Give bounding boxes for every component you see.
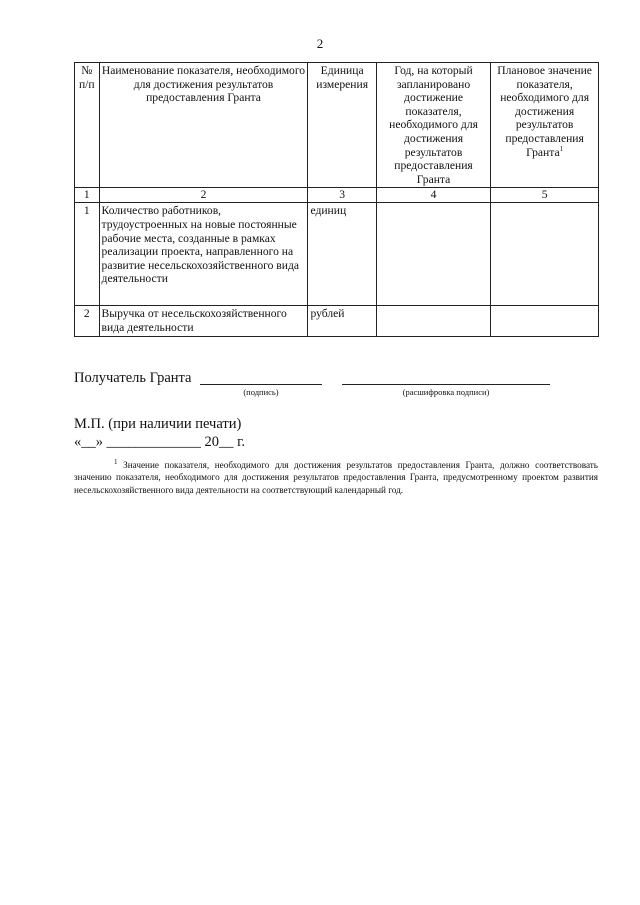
column-number: 2 <box>99 188 308 203</box>
header-year: Год, на который запланировано достижение показателя, необходимого для достижения результатов предоставления Гранта <box>376 63 490 188</box>
column-number: 3 <box>308 188 376 203</box>
signature-decode-line <box>342 384 550 385</box>
header-indicator-name: Наименование показателя, необходимого для достижения результатов предоставления Гранта <box>99 63 308 188</box>
row-num: 2 <box>75 306 100 336</box>
column-number-row <box>75 188 599 203</box>
row-num: 1 <box>75 203 100 306</box>
column-number: 5 <box>491 188 599 203</box>
row-indicator-name: Выручка от несельскохозяйственного вида деятельности <box>99 306 308 336</box>
table-row <box>75 203 599 306</box>
row-indicator-name: Количество работников, трудоустроенных на новые постоянные рабочие места, созданные в рамках реализации проекта, направленного на развитие несельскохозяйственного вида деятельности <box>99 203 308 306</box>
table-row <box>75 306 599 336</box>
footnote-text: Значение показателя, необходимого для достижения результатов предоставления Гранта, должно соответствовать значению показателя, необходимого для достижения результатов предоставления Гранта, предусмотренному проектом развития несельскохозяйственного вида деятельности на соответствующий календарный год. <box>74 460 598 495</box>
header-unit: Единица измерения <box>308 63 376 188</box>
row-planned-value <box>491 306 599 336</box>
recipient-label: Получатель Гранта <box>74 370 192 386</box>
indicators-table <box>74 62 599 337</box>
column-number: 1 <box>75 188 100 203</box>
signature-caption: (подпись) <box>243 387 279 397</box>
decode-caption: (расшифровка подписи) <box>402 387 490 397</box>
header-num: № п/п <box>75 63 100 188</box>
footnote-mark: 1 <box>114 457 118 466</box>
row-unit: единиц <box>308 203 376 306</box>
date-line: «__» _____________ 20__ г. <box>74 434 246 450</box>
footnote-mark-header: 1 <box>559 144 564 153</box>
seal-note: М.П. (при наличии печати) <box>74 416 242 432</box>
header-planned-value-text: Плановое значение показателя, необходимого для достижения результатов предоставления Гранта <box>497 64 592 159</box>
signature-line <box>200 384 322 385</box>
row-year <box>376 306 490 336</box>
table-header-row <box>75 63 599 188</box>
header-planned-value <box>491 63 599 188</box>
row-year <box>376 203 490 306</box>
row-planned-value <box>491 203 599 306</box>
row-unit: рублей <box>308 306 376 336</box>
page-number: 2 <box>316 36 324 51</box>
column-number: 4 <box>376 188 490 203</box>
footnote <box>74 459 598 496</box>
